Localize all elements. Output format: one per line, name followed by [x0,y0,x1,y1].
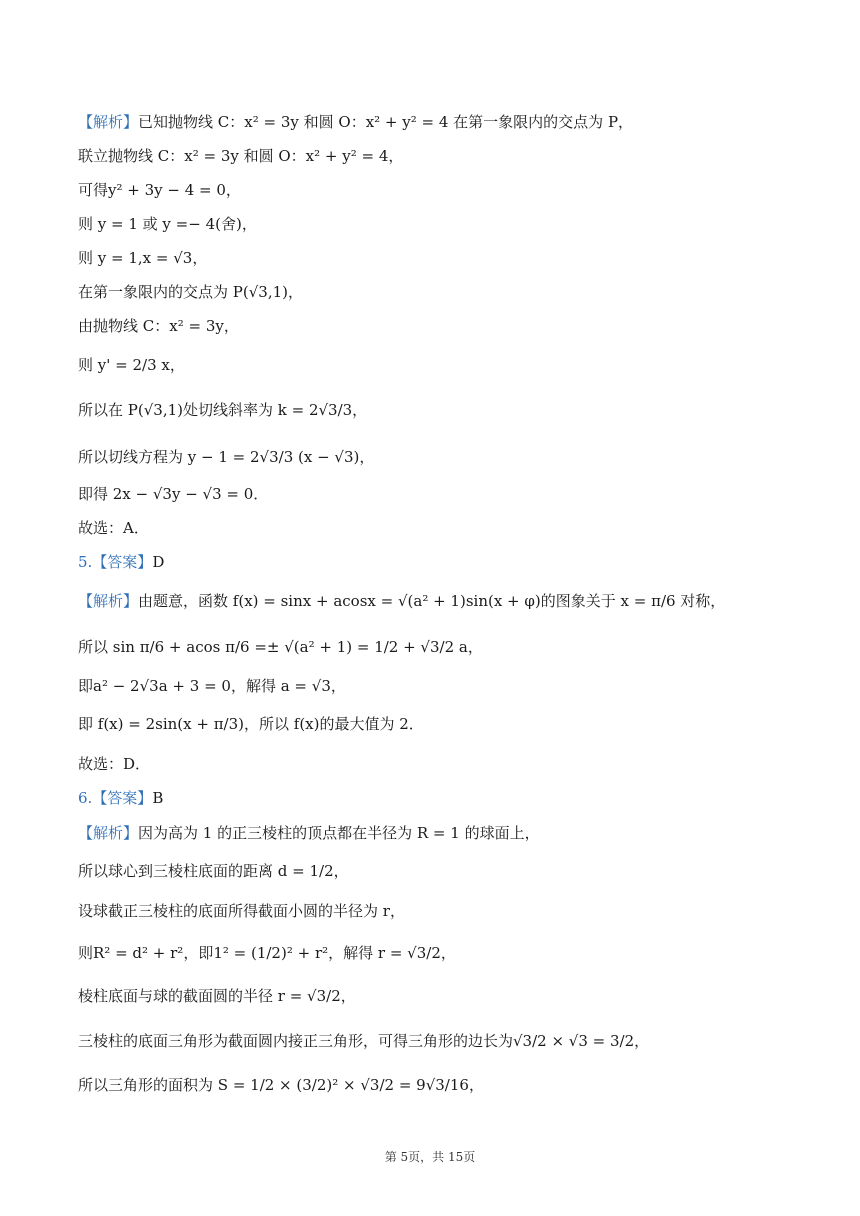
answer-tag: 5.【答案】 [78,553,153,571]
line-text: 设球截正三棱柱的底面所得截面小圆的半径为 r， [78,902,405,920]
text-line [78,484,268,504]
line-text: 联立抛物线 C：x² = 3y 和圆 O：x² + y² = 4， [78,147,404,165]
text-line [78,1031,649,1051]
text-line [78,1075,484,1095]
text-line [78,518,149,538]
text-line [78,754,150,774]
line-text: 所以在 P(√3,1)处切线斜率为 k = 2√3/3， [78,401,368,419]
line-text: 故选：A． [78,519,149,537]
line-text: 所以切线方程为 y − 1 = 2√3/3 (x − √3)， [78,448,375,466]
line-text: 即得 2x − √3y − √3 = 0． [78,485,269,503]
line-text: 所以球心到三棱柱底面的距离 d = 1/2， [78,862,349,880]
line-text: 可得y² + 3y − 4 = 0， [78,181,241,199]
text-line [78,355,185,375]
text-line [78,676,346,696]
line-text: 即a² − 2√3a + 3 = 0，解得 a = √3， [78,677,346,695]
text-line [78,714,424,734]
text-line [78,248,207,268]
text-line [78,180,241,200]
answer-line [78,788,163,808]
text-line [78,316,239,336]
text-line [78,146,403,166]
section-tag: 【解析】 [78,113,139,131]
line-text: 则R² = d² + r²，即1² = (1/2)² + r²，解得 r = √3/2， [78,944,456,962]
line-text: 则 y' = 2/3 x， [78,356,185,374]
line-text: 棱柱底面与球的截面圆的半径 r = √3/2， [78,987,356,1005]
page-footer: 第 5页，共 15页 [384,1150,476,1164]
answer-value: D [152,553,165,571]
line-text: 则 y = 1,x = √3， [78,249,208,267]
text-line [78,986,356,1006]
line-text: 三棱柱的底面三角形为截面圆内接正三角形，可得三角形的边长为√3/2 × √3 = 3/2， [78,1032,650,1050]
text-line [78,901,405,921]
text-line [78,591,725,611]
text-line [78,112,633,132]
line-text: 在第一象限内的交点为 P(√3,1)， [78,283,303,301]
section-tag: 【解析】 [78,592,139,610]
text-line [78,861,349,881]
text-line [78,400,367,420]
line-text: 由题意，函数 f(x) = sinx + acosx = √(a² + 1)sin(x + φ)的图象关于 x = π/6 对称， [138,592,726,610]
answer-tag: 6.【答案】 [78,789,153,807]
answer-line [78,552,164,572]
line-text: 即 f(x) = 2sin(x + π/3)，所以 f(x)的最大值为 2． [78,715,424,733]
section-tag: 【解析】 [78,824,139,842]
line-text: 所以三角形的面积为 S = 1/2 × (3/2)² × √3/2 = 9√3/16， [78,1076,484,1094]
text-line [78,637,483,657]
text-line [78,214,257,234]
text-line [78,823,540,843]
line-text: 则 y = 1 或 y =− 4(舍)， [78,215,257,233]
line-text: 因为高为 1 的正三棱柱的顶点都在半径为 R = 1 的球面上， [138,824,540,842]
line-text: 由抛物线 C：x² = 3y， [78,317,239,335]
line-text: 已知抛物线 C：x² = 3y 和圆 O：x² + y² = 4 在第一象限内的交点为 P， [138,113,634,131]
line-text: 所以 sin π/6 + acos π/6 =± √(a² + 1) = 1/2 + √3/2 a， [78,638,483,656]
text-line [78,282,303,302]
line-text: 故选：D． [78,755,151,773]
answer-value: B [152,789,164,807]
text-line [78,447,374,467]
text-line [78,943,456,963]
